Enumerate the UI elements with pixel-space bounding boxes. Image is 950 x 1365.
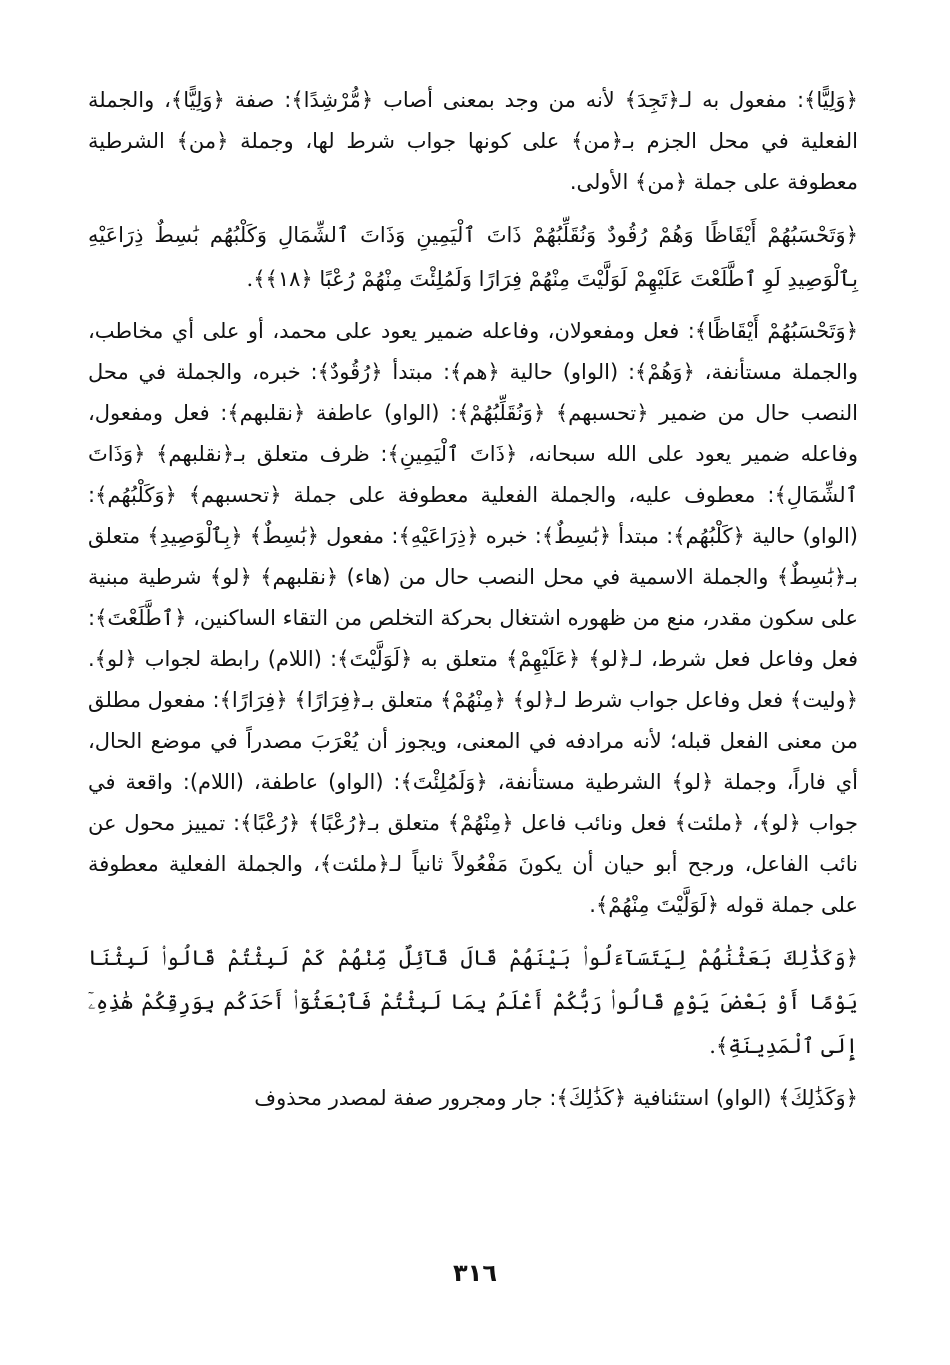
commentary-paragraph-2: ﴿وَتَحْسَبُهُمْ أَيْقَاظًا﴾: فعل ومفعولان، وفاعله ضمير يعود على محمد، أو على أي مخاطب، والجملة مستأنفة، ﴿وَهُمْ﴾: (الواو) حالية ﴿هم﴾: مبتدأ ﴿رُقُودٌ﴾: خبره، والجملة في محل النصب حال من ضمير ﴿تحسبهم﴾ ﴿وَنُقَلِّبُهُمْ﴾: (الواو) عاطفة ﴿نقلبهم﴾: فعل ومفعول، وفاعله ضمير يعود على الله سبحانه، ﴿ذَاتَ ٱلْيَمِينِ﴾: ظرف متعلق بـ﴿نقلبهم﴾ ﴿وَذَاتَ ٱلشِّمَالِ﴾: معطوف عليه، والجملة الفعلية معطوفة على جملة ﴿تحسبهم﴾ ﴿وَكَلْبُهُم﴾: (الواو) حالية ﴿كَلْبُهُم﴾: مبتدأ ﴿بَٰسِطٌ﴾: خبره ﴿ذِرَاعَيْهِ﴾: مفعول ﴿بَٰسِطٌ﴾ ﴿بِٱلْوَصِيدِ﴾ متعلق بـ﴿بَٰسِطٌ﴾ والجملة الاسمية في محل النصب حال من (هاء) ﴿نقلبهم﴾ ﴿لو﴾ شرطية مبنية على سكون مقدر، منع من ظهوره اشتغال بحركة التخلص من التقاء الساكنين، ﴿ٱطَّلَعْتَ﴾: فعل وفاعل فعل شرط، لـ﴿لو﴾ ﴿عَلَيْهِمْ﴾ متعلق به ﴿لَوَلَّيْتَ﴾: (اللام) رابطة لجواب ﴿لو﴾. ﴿وليت﴾ فعل وفاعل جواب شرط لـ﴿لو﴾ ﴿مِنْهُمْ﴾ متعلق بـ﴿فِرَارًا﴾ ﴿فِرَارًا﴾: مفعول مطلق من معنى الفعل قبله؛ لأنه مرادفه في المعنى، ويجوز أن يُعْرَبَ مصدراً في موضع الحال، أي فاراً، وجملة ﴿لو﴾ الشرطية مستأنفة، ﴿وَلَمُلِئْتَ﴾: (الواو) عاطفة، (اللام): واقعة في جواب ﴿لو﴾، ﴿ملئت﴾ فعل ونائب فاعل ﴿مِنْهُمْ﴾ متعلق بـ﴿رُعْبًا﴾ ﴿رُعْبًا﴾: تمييز محول عن نائب الفاعل، ورجح أبو حيان أن يكونَ مَفْعُولاً ثانياً لـ﴿ملئت﴾، والجملة الفعلية معطوفة على جملة قوله ﴿لَوَلَّيْتَ مِنْهُمْ﴾. [88,319,858,917]
commentary-paragraph-1: ﴿وَلِيًّا﴾: مفعول به لـ﴿تَجِدَ﴾ لأنه من وجد بمعنى أصاب ﴿مُّرْشِدًا﴾: صفة ﴿وَلِيًّا﴾، والجملة الفعلية في محل الجزم بـ﴿من﴾ على كونها جواب شرط لها، وجملة ﴿من﴾ الشرطية معطوفة على جملة ﴿من﴾ الأولى. [88,88,858,194]
quran-verse-2: ﴿وَكَذَٰلِكَ بَعَثْنَٰهُمْ لِيَتَسَآءَلُوا۟ بَيْنَهُمْ قَالَ قَآئِلٌ مِّنْهُمْ كَمْ لَبِثْتُمْ قَالُوا۟ لَبِثْنَا يَوْمًا أَوْ بَعْضَ يَوْمٍ قَالُوا۟ رَبُّكُمْ أَعْلَمُ بِمَا لَبِثْتُمْ فَٱبْعَثُوٓا۟ أَحَدَكُم بِوَرِقِكُمْ هَٰذِهِۦٓ إِلَى ٱلْمَدِينَةِ﴾. [88,946,858,1058]
page-number: ٣١٦ [453,1259,497,1287]
quran-verse-1: ﴿وَتَحْسَبُهُمْ أَيْقَاظًا وَهُمْ رُقُودٌ وَنُقَلِّبُهُمْ ذَاتَ ٱلْيَمِينِ وَذَاتَ ٱلشِّمَالِ وَكَلْبُهُم بَٰسِطٌ ذِرَاعَيْهِ بِٱلْوَصِيدِ لَوِ ٱطَّلَعْتَ عَلَيْهِمْ لَوَلَّيْتَ مِنْهُمْ فِرَارًا وَلَمُلِئْتَ مِنْهُمْ رُعْبًا ﴿١٨﴾﴾. [88,223,858,291]
commentary-paragraph-3: ﴿وَكَذَٰلِكَ﴾ (الواو) استئنافية ﴿كَذَٰلِكَ﴾: جار ومجرور صفة لمصدر محذوف [254,1086,858,1110]
